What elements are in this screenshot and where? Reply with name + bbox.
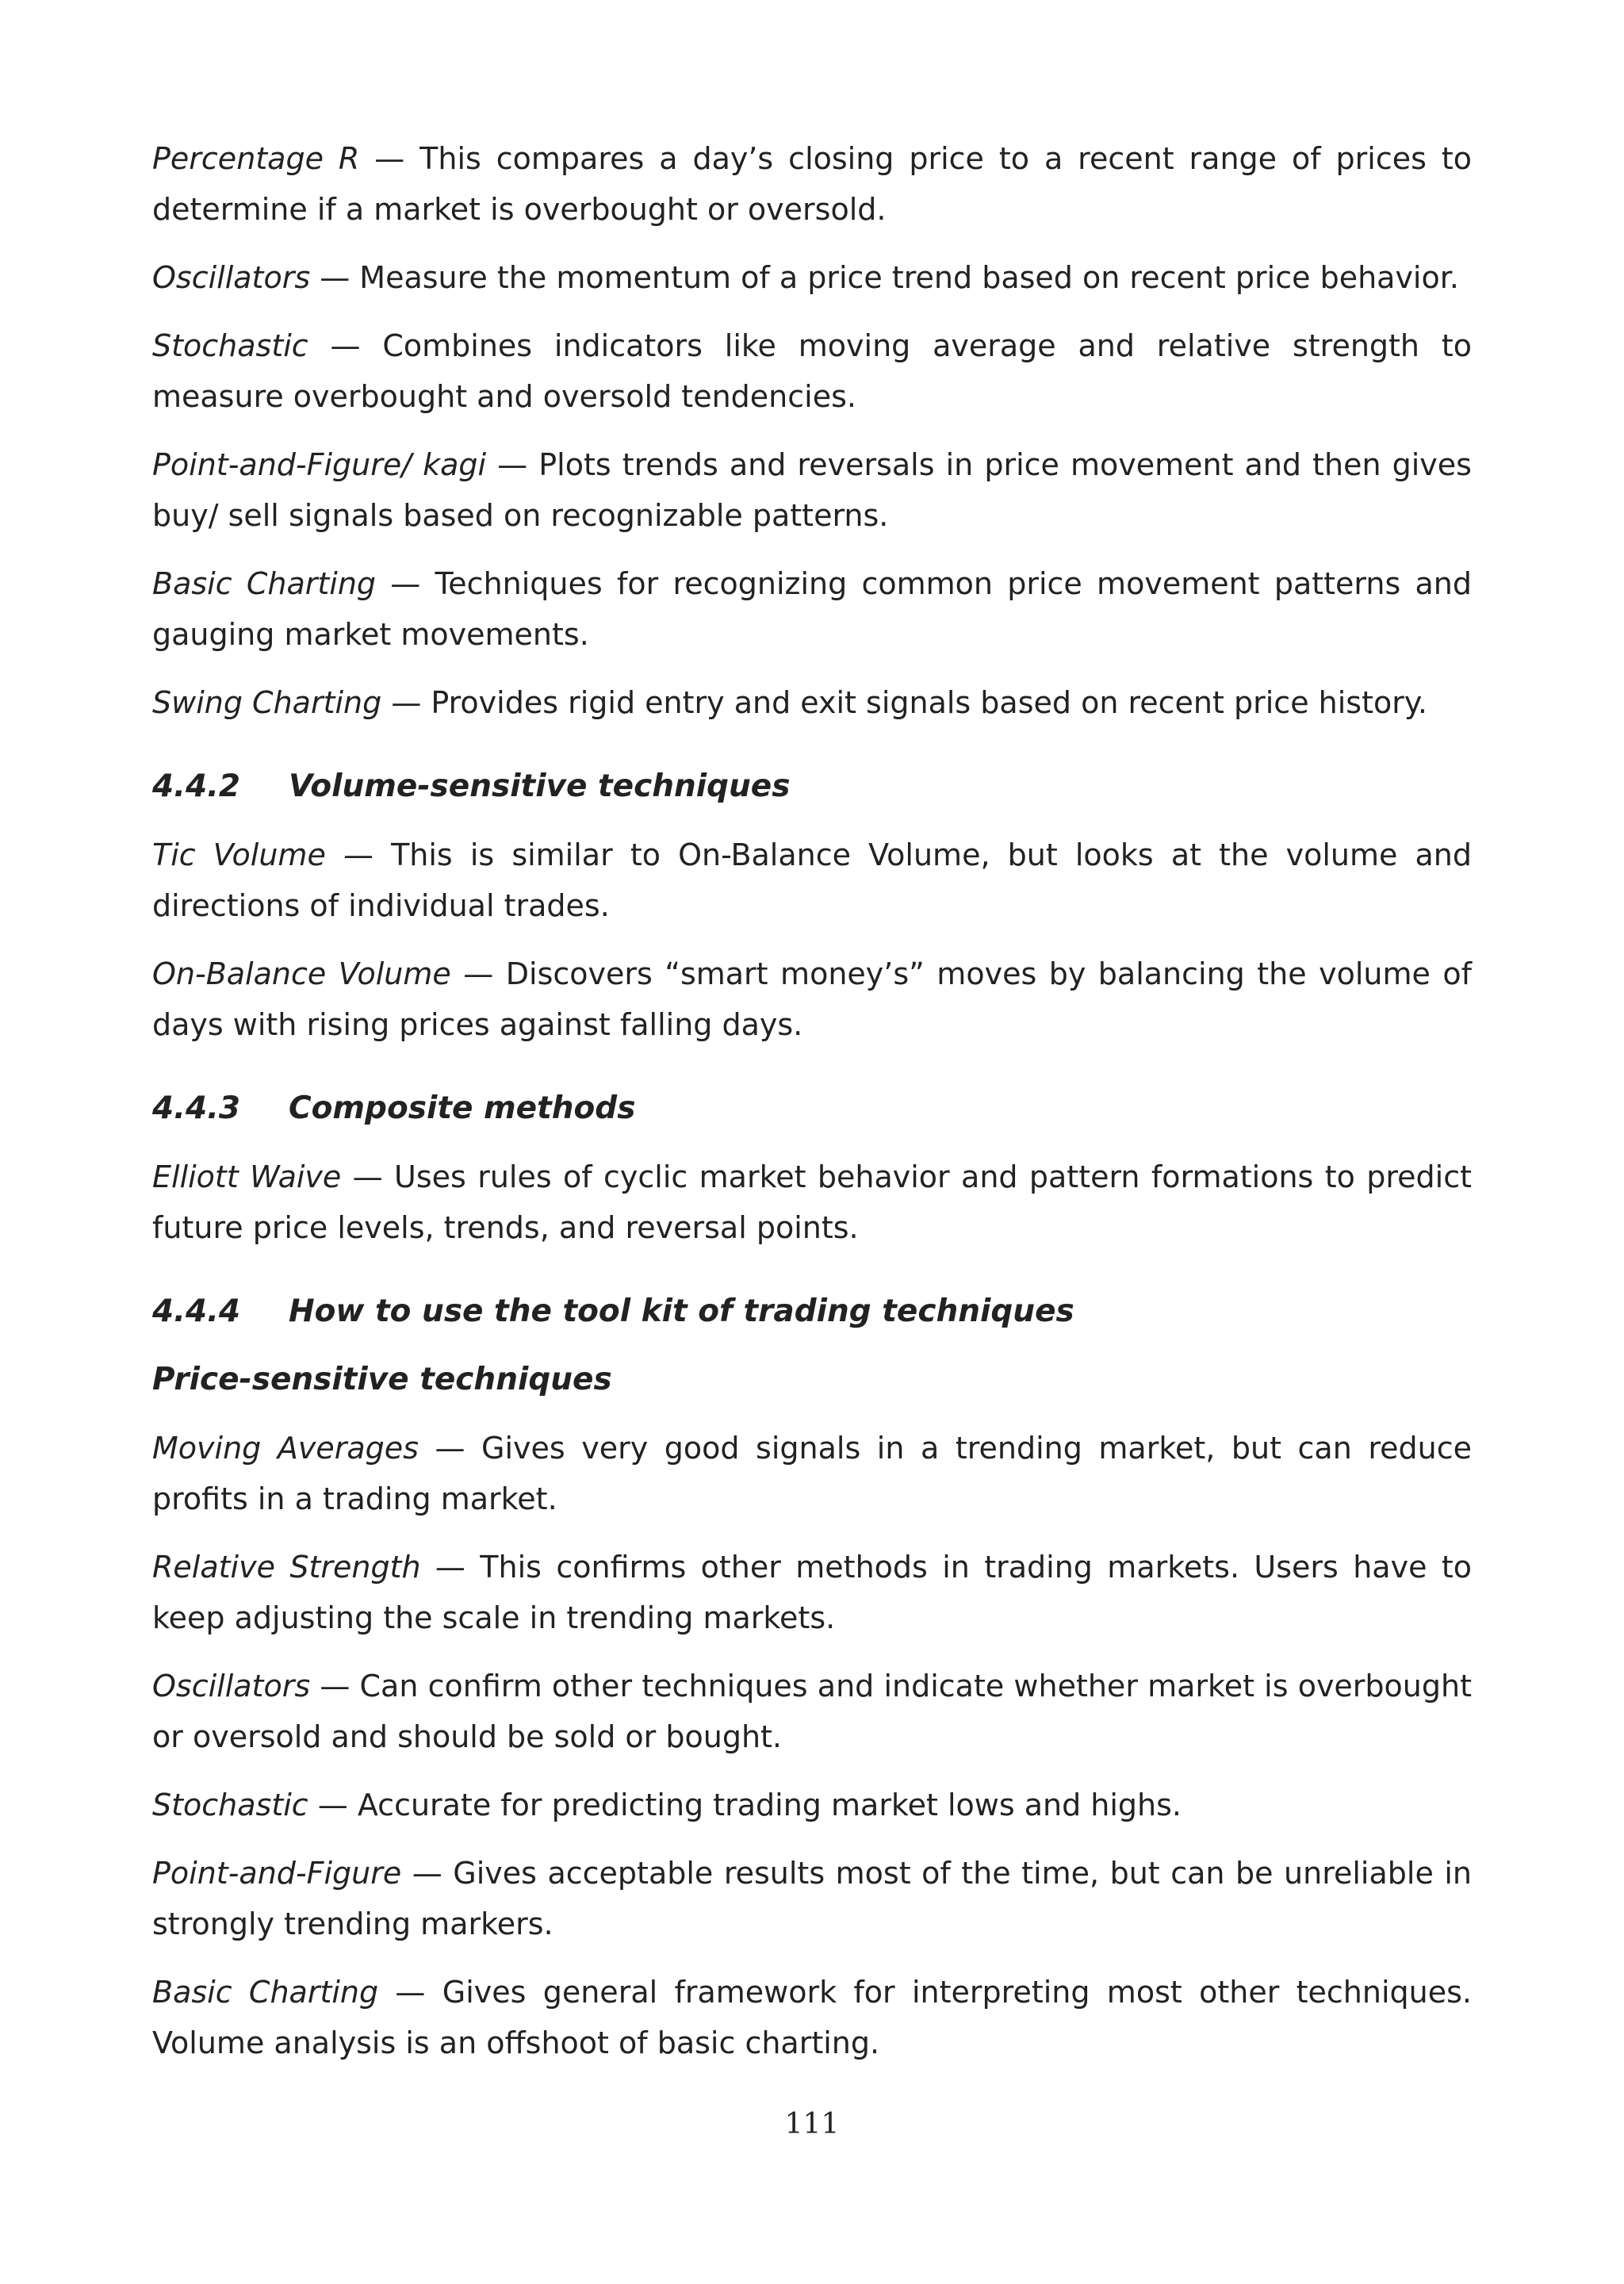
entry-elliott-waive: [152, 1152, 1472, 1253]
section-title: Composite methods: [289, 1090, 636, 1126]
entry-tic-volume: [152, 830, 1472, 931]
entry-swing-charting: [152, 677, 1472, 728]
entry-term: Relative Strength: [152, 1550, 421, 1585]
entry-term: On-Balance Volume: [152, 956, 451, 991]
entry-text: — Discovers “smart money’s” moves by balancing the volume of days with rising prices against falling days.: [152, 956, 1472, 1042]
entry-term: Stochastic: [152, 328, 308, 363]
entry-point-and-figure-kagi: [152, 439, 1472, 541]
section-number: 4.4.3: [152, 1090, 241, 1126]
entry-basic-charting: [152, 558, 1472, 660]
section-heading-4-4-2: [152, 761, 1472, 812]
entry-text: — This is similar to On-Balance Volume, but looks at the volume and directions of individual trades.: [152, 837, 1472, 923]
section-number: 4.4.4: [152, 1293, 241, 1329]
entry-point-and-figure-usage: [152, 1848, 1472, 1949]
entry-text: — Accurate for predicting trading market lows and highs.: [308, 1788, 1182, 1822]
subheading-price-sensitive: Price-sensitive techniques: [152, 1362, 612, 1397]
entry-relative-strength: [152, 1542, 1472, 1643]
entry-text: — Can confirm other techniques and indicate whether market is overbought or oversold and should be sold or bought.: [152, 1669, 1472, 1754]
page-number: 111: [784, 2108, 840, 2140]
entry-text: — Provides rigid entry and exit signals based on recent price history.: [381, 685, 1428, 720]
section-title: Volume-sensitive techniques: [289, 768, 791, 804]
entry-text: — Gives general framework for interpreting most other techniques. Volume analysis is an offshoot of basic charting.: [152, 1975, 1472, 2060]
entry-text: — This confirms other methods in trading markets. Users have to keep adjusting the scale in trending markets.: [152, 1550, 1472, 1635]
entry-term: Elliott Waive: [152, 1159, 342, 1194]
entry-stochastic-usage: [152, 1780, 1472, 1830]
entry-oscillators: [152, 252, 1472, 303]
entry-moving-averages: [152, 1423, 1472, 1524]
section-heading-4-4-3: [152, 1083, 1472, 1134]
entry-oscillators-usage: [152, 1661, 1472, 1762]
entry-term: Oscillators: [152, 260, 311, 295]
entry-text: — Plots trends and reversals in price movement and then gives buy/ sell signals based on recognizable patterns.: [152, 447, 1472, 533]
entry-term: Swing Charting: [152, 685, 382, 720]
entry-text: — Techniques for recognizing common price movement patterns and gauging market movements.: [152, 566, 1472, 652]
entry-term: Point-and-Figure: [152, 1856, 402, 1891]
entry-term: Moving Averages: [152, 1431, 419, 1466]
entry-term: Point-and-Figure/ kagi: [152, 447, 487, 482]
entry-text: — Gives very good signals in a trending market, but can reduce profits in a trading market.: [152, 1431, 1472, 1516]
entry-text: — Combines indicators like moving average and relative strength to measure overbought and oversold tendencies.: [152, 328, 1472, 414]
entry-basic-charting-usage: [152, 1967, 1472, 2068]
section-heading-4-4-4: [152, 1286, 1472, 1337]
section-number: 4.4.2: [152, 768, 241, 804]
entry-term: Stochastic: [152, 1788, 308, 1822]
section-title: How to use the tool kit of trading techniques: [289, 1293, 1074, 1329]
entry-stochastic: [152, 320, 1472, 422]
entry-text: — Gives acceptable results most of the time, but can be unreliable in strongly trending markers.: [152, 1856, 1472, 1941]
page-body: [152, 133, 1472, 2086]
entry-percentage-r: [152, 133, 1472, 235]
entry-term: Basic Charting: [152, 566, 377, 601]
entry-text: — Measure the momentum of a price trend based on recent price behavior.: [310, 260, 1459, 295]
entry-term: Oscillators: [152, 1669, 311, 1703]
entry-text: — Uses rules of cyclic market behavior and pattern formations to predict future price levels, trends, and reversal points.: [152, 1159, 1472, 1245]
entry-term: Basic Charting: [152, 1975, 379, 2010]
entry-text: — This compares a day’s closing price to a recent range of prices to determine if a market is overbought or oversold.: [152, 141, 1472, 227]
entry-term: Percentage R: [152, 141, 360, 176]
entry-term: Tic Volume: [152, 837, 326, 872]
entry-on-balance-volume: [152, 948, 1472, 1050]
